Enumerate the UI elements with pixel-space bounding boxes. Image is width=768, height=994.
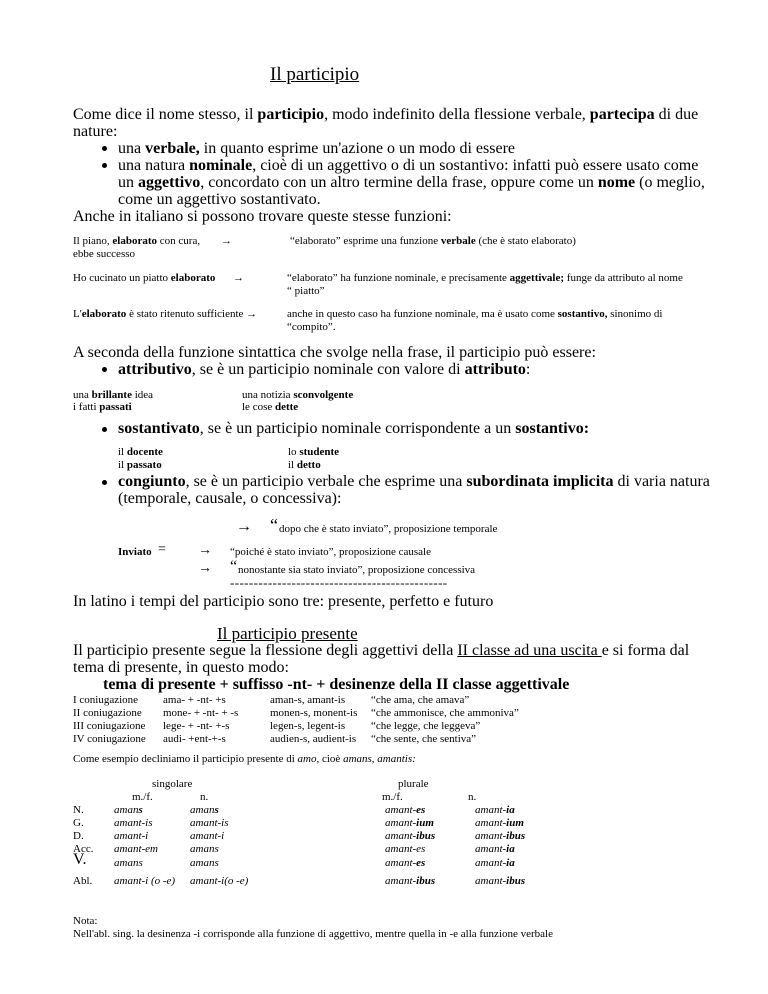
case-label: V. <box>73 851 87 868</box>
example-1-left-line-2: ebbe successo <box>73 248 136 260</box>
form-ending: ibus <box>506 830 526 842</box>
sost-example: il detto <box>288 459 321 471</box>
form-stem: amant-es <box>385 843 426 855</box>
case-label: Abl. <box>73 875 93 887</box>
arrow-icon: → <box>198 561 212 576</box>
declension-form <box>385 830 435 843</box>
declension-form <box>114 830 148 843</box>
conj-cell-form: audi- +ent-+-s <box>163 733 226 745</box>
bullet-icon <box>102 427 107 432</box>
conj-cell-meaning: “che ammonisce, che ammoniva” <box>371 707 519 719</box>
form-stem: amant- <box>385 817 417 829</box>
form-ending: ibus <box>506 875 526 887</box>
arrow-icon: → <box>221 235 232 247</box>
attr-example: una notizia sconvolgente <box>242 389 354 401</box>
case-label: Acc. <box>73 843 94 855</box>
cong-concessiva: nonostante sia stato inviato”, proposizione concessiva <box>238 564 476 576</box>
header-mf: m./f. <box>132 791 153 803</box>
attr-example: i fatti passati <box>73 401 132 413</box>
quote-mark: “ <box>230 558 238 575</box>
form-ending: ia <box>506 857 515 869</box>
example-1-right: “elaborato” esprime una funzione verbale (che è stato elaborato) <box>290 235 576 247</box>
case-label: G. <box>73 817 84 829</box>
header-singolare: singolare <box>152 778 193 790</box>
declension-example-intro: Come esempio decliniamo il participio presente di amo, cioè amans, amantis: <box>73 753 416 765</box>
arrow-icon: → <box>198 543 212 558</box>
intro-line-2: nature: <box>73 123 118 140</box>
cong-temporale: dopo che è stato inviato”, proposizione temporale <box>279 523 498 535</box>
example-3-right: anche in questo caso ha funzione nominale, ma è usato come sostantivo, sinonimo di <box>287 308 663 320</box>
cong-causale: “poiché è stato inviato”, proposizione causale <box>230 546 431 558</box>
form-stem: amant-i (o -e) <box>114 875 176 887</box>
declension-form <box>475 843 515 856</box>
conj-cell-name: III coniugazione <box>73 720 146 732</box>
form-ending: ibus <box>416 830 436 842</box>
form-stem: aman <box>190 804 215 816</box>
intro-line-1: Come dice il nome stesso, il participio, modo indefinito della flessione verbale, partecipa di due <box>73 106 699 123</box>
bullet-verbale: una verbale, in quanto esprime un'azione o un modo di essere <box>118 140 516 157</box>
form-stem: amant- <box>475 857 507 869</box>
example-2-left: Ho cucinato un piatto elaborato <box>73 272 216 284</box>
sost-example: il docente <box>118 446 163 458</box>
declension-form <box>385 843 425 856</box>
attr-example: le cose dette <box>242 401 299 413</box>
bullet-icon <box>102 480 107 485</box>
form-stem: amant- <box>475 817 507 829</box>
form-stem: amans <box>190 843 219 855</box>
presente-formula: tema di presente + suffisso -nt- + desinenze della II classe aggettivale <box>103 676 570 693</box>
form-ending: es <box>416 804 426 816</box>
form-stem: amant- <box>385 804 417 816</box>
form-stem: amant-i <box>190 830 225 842</box>
header-plurale: plurale <box>398 778 429 790</box>
example-2-right-line-2: “ piatto” <box>287 285 325 297</box>
form-ending: es <box>416 857 426 869</box>
declension-form <box>475 830 525 843</box>
example-3-left: L'elaborato è stato ritenuto sufficiente → <box>73 308 258 320</box>
declension-form <box>385 875 435 888</box>
form-ending: ia <box>506 843 515 855</box>
declension-form <box>385 804 425 817</box>
form-stem: amans <box>114 857 143 869</box>
declension-form <box>190 817 229 830</box>
form-stem: amant- <box>475 875 507 887</box>
form-stem: amant- <box>385 875 417 887</box>
bullet-icon <box>102 146 107 151</box>
bullet-nominale-line-3: come un aggettivo sostantivato. <box>118 191 321 208</box>
form-stem: amant- <box>385 857 417 869</box>
declension-form <box>190 843 219 856</box>
quote-mark: “ <box>270 515 278 535</box>
case-label: D. <box>73 830 84 842</box>
conj-cell-name: II coniugazione <box>73 707 142 719</box>
conj-cell-form: lege- + -nt- +-s <box>163 720 230 732</box>
form-stem: amans <box>190 857 219 869</box>
header-mf: m./f. <box>382 791 403 803</box>
form-stem: amant-is <box>190 817 229 829</box>
form-stem: amant-em <box>114 843 158 855</box>
functions-intro: A seconda della funzione sintattica che svolge nella frase, il participio può essere: <box>73 344 596 361</box>
form-ending: ium <box>506 817 524 829</box>
declension-form <box>385 817 434 830</box>
conj-cell-meaning: “che ama, che amava” <box>371 694 470 706</box>
conj-cell-form: ama- + -nt- +s <box>163 694 226 706</box>
bullet-sostantivato: sostantivato, se è un participio nominale corrispondente a un sostantivo: <box>118 420 590 437</box>
form-stem: amant- <box>475 804 507 816</box>
attr-example: una brillante idea <box>73 389 154 401</box>
form-stem: amant-i <box>114 830 149 842</box>
form-ending: s <box>138 804 143 816</box>
declension-form <box>114 857 143 870</box>
form-ending: ium <box>416 817 434 829</box>
bullet-icon <box>102 163 107 168</box>
bullet-nominale: una natura nominale, cioè di un aggettivo o di un sostantivo: infatti può essere usato come <box>118 157 699 174</box>
declension-form <box>475 804 515 817</box>
form-stem: amant-i(o -e) <box>190 875 249 887</box>
sost-example: lo studente <box>288 446 340 458</box>
declension-form <box>114 817 153 830</box>
conj-cell-forms: audien-s, audient-is <box>270 733 357 745</box>
bullet-attributivo: attributivo, se è un participio nominale con valore di attributo: <box>118 361 531 378</box>
declension-form <box>475 857 515 870</box>
declension-form <box>114 804 143 817</box>
form-stem: aman <box>114 804 139 816</box>
conj-cell-forms: monen-s, monent-is <box>270 707 358 719</box>
nota-text: Nell'abl. sing. la desinenza -i corrisponde alla funzione di aggettivo, mentre quella in -e alla funzione verbale <box>73 928 553 940</box>
declension-form <box>190 875 248 888</box>
latino-line: In latino i tempi del participio sono tre: presente, perfetto e futuro <box>73 593 494 610</box>
declension-form <box>190 804 219 817</box>
example-1-left: Il piano, elaborato con cura, <box>73 235 201 247</box>
declension-form <box>190 857 219 870</box>
page-title: Il participio <box>270 64 360 85</box>
example-3-right-line-2: “compito”. <box>287 321 336 333</box>
equals-sign: = <box>158 542 166 557</box>
conj-cell-forms: aman-s, amant-is <box>270 694 346 706</box>
presente-line-2: tema di presente, in questo modo: <box>73 659 289 676</box>
declension-form <box>475 817 524 830</box>
arrow-icon: → <box>233 272 244 284</box>
bullet-nominale-line-2: un aggettivo, concordato con un altro termine della frase, oppure come un nome (o meglio, <box>118 174 705 191</box>
conj-cell-meaning: “che sente, che sentiva” <box>371 733 477 745</box>
case-label: N. <box>73 804 84 816</box>
bullet-icon <box>102 367 107 372</box>
bullet-congiunto: congiunto, se è un participio verbale che esprime una subordinata implicita di varia natura <box>118 473 710 490</box>
declension-form <box>114 843 158 856</box>
presente-line-1: Il participio presente segue la flessione degli aggettivi della II classe ad una uscita e si forma dal <box>73 642 690 659</box>
form-stem: amant- <box>385 830 417 842</box>
header-n: n. <box>200 791 209 803</box>
form-ending: ia <box>506 804 515 816</box>
arrow-icon: → <box>236 518 252 535</box>
nota-label: Nota: <box>73 915 98 927</box>
conj-cell-name: IV coniugazione <box>73 733 146 745</box>
conj-cell-form: mone- + -nt- + -s <box>163 707 239 719</box>
conj-cell-meaning: “che legge, che leggeva” <box>371 720 481 732</box>
inviato-label: Inviato <box>118 546 152 558</box>
form-stem: amant-is <box>114 817 153 829</box>
bullet-congiunto-line-2: (temporale, causale, o concessiva): <box>118 490 342 507</box>
intro-last-line: Anche in italiano si possono trovare queste stesse funzioni: <box>73 208 452 225</box>
declension-form <box>475 875 525 888</box>
form-ending: s <box>214 804 219 816</box>
dashed-separator: ---------------------------------------------- <box>230 575 448 590</box>
form-stem: amant- <box>475 830 507 842</box>
form-stem: amant- <box>475 843 507 855</box>
declension-form <box>385 857 425 870</box>
conj-cell-name: I coniugazione <box>73 694 139 706</box>
form-ending: ibus <box>416 875 436 887</box>
example-2-right: “elaborato” ha funzione nominale, e precisamente aggettivale; funge da attributo al nome <box>287 272 683 284</box>
header-n: n. <box>468 791 477 803</box>
section-title: Il participio presente <box>217 624 358 643</box>
declension-form <box>114 875 175 888</box>
declension-form <box>190 830 224 843</box>
sost-example: il passato <box>118 459 162 471</box>
conj-cell-forms: legen-s, legent-is <box>270 720 346 732</box>
